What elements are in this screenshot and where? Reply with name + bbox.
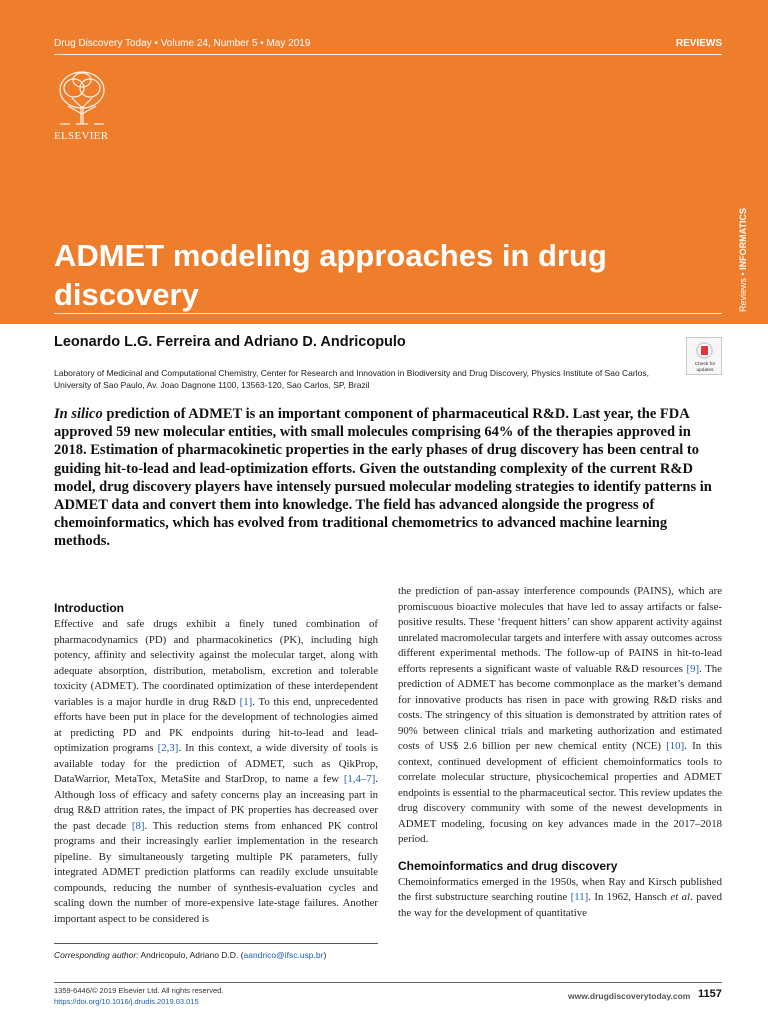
corresponding-label: Corresponding author: — [54, 950, 139, 960]
right-text-1: the prediction of pan-assay interference compounds (PAINS), which are promiscuous bioactive molecules that have led to assay artifacts or false-positive results. These ‘frequent hitters’ can show apparent activity against unrelated macromolecular targets and interfere with assay outcomes across different experimental methods. The follow-up of PAINS in hit-to-lead efforts represents a significant waste of valuable R&D resources — [398, 585, 722, 675]
footer-rule — [54, 982, 722, 983]
chemoinformatics-paragraph — [398, 875, 722, 922]
intro-paragraph — [54, 617, 378, 927]
issn-line: 1359-6446/© 2019 Elsevier Ltd. All rights reserved. — [54, 986, 224, 995]
copyright-block — [54, 986, 223, 1007]
intro-text-4: . Although loss of efficacy and safety concerns play an increasing part in drug R&D attrition rates, the impact of PK properties has decreased over the past decade — [54, 773, 378, 832]
right-paragraph — [398, 584, 722, 848]
check-for-updates-button[interactable] — [686, 337, 722, 375]
article-title: ADMET modeling approaches in drug discovery — [54, 238, 607, 312]
header-rule-top — [54, 54, 722, 55]
side-prefix: Reviews • — [738, 269, 748, 312]
citation-link[interactable]: [9] — [686, 662, 700, 675]
section-tag: REVIEWS — [675, 38, 722, 49]
intro-heading: Introduction — [54, 601, 124, 615]
corresponding-close: ) — [323, 950, 327, 960]
citation-link[interactable]: [8] — [131, 819, 145, 832]
chem-text-2: . In 1962, Hansch — [588, 891, 671, 903]
chem-italic: et al — [670, 891, 691, 903]
chem-text-3: . paved the way for the development of quantitative — [398, 891, 722, 919]
left-column — [54, 600, 378, 927]
side-section: INFORMATICS — [738, 208, 748, 270]
citation-link[interactable]: [10] — [666, 740, 685, 752]
chemoinformatics-heading: Chemoinformatics and drug discovery — [398, 858, 618, 873]
intro-text-5: . This reduction stems from enhanced PK control programs and their increasingly earlier implementation in the research pipeline. By simultaneously targeting multiple PK parameters, fully integrated ADMET prediction platforms can readily exclude unsuitable compounds, reducing the number of synthesis-evaluation cycles and scaling down the number of more-expensive late-stage failures. Another important aspect to be considered is — [54, 819, 378, 925]
page-number: 1157 — [698, 988, 722, 1000]
citation-link[interactable]: [1,4–7] — [343, 773, 376, 785]
bookmark-icon — [701, 346, 708, 355]
citation-link[interactable]: [1] — [239, 695, 253, 708]
intro-text-2: . To this end, unprecedented efforts have been put in place for the development of technologies aimed at predicting PD and PK endpoints during hit-to-lead and lead-optimization programs — [54, 695, 378, 754]
abstract-text: prediction of ADMET is an important component of pharmaceutical R&D. Last year, the FDA approved 59 new molecular entities, with small molecules comprising 64% of the therapies approved in 2018. Estimation of pharmacokinetic properties in the early phases of drug discovery has been central to guiding hit-to-lead and lead-optimization efforts. Given the outstanding complexity of the current R&D model, drug discovery players have intensely pursued molecular modeling strategies to identify patterns in ADMET data and convert them into knowledge. The field has advanced alongside the progress of chemoinformatics, which has evolved from traditional chemometrics to advanced machine learning methods. — [54, 406, 712, 550]
email-link[interactable]: aandrico@ifsc.usp.br — [243, 950, 324, 960]
right-text-3: . In this context, continued development of efficient chemoinformatics tools to correlate molecular structure, physicochemical properties and ADMET endpoints is essential to the pharmaceutical sector. This review updates the drug discovery community with some of the newest developments in ADMET modeling, focusing on key advances made in the 2017–2018 period. — [398, 740, 722, 845]
footnote-rule — [54, 943, 378, 944]
authors: Leonardo L.G. Ferreira and Adriano D. Andricopulo — [54, 334, 406, 350]
intro-text-1: Effective and safe drugs exhibit a finely tuned combination of pharmacodynamics (PD) and pharmacokinetics (PK), including high potency, affinity and selectivity against the molecular target, along with adequate absorption, distribution, metabolism, excretion and tolerable toxicity (ADMET). The coordinated optimization of these interdependent variables is a major hurdle in drug R&D — [54, 618, 378, 708]
right-text-2: . The prediction of ADMET has become commonplace as the market’s demand for innovative products has risen in pace with growing R&D risks and costs. The stringency of this situation is demonstrated by attrition rates of 90% between clinical trials and marketing authorization and estimated costs of US$ 2.6 billion per new chemical entity (NCE) — [398, 662, 722, 752]
citation-link[interactable]: [11] — [570, 891, 589, 903]
website-link[interactable]: www.drugdiscoverytoday.com — [568, 991, 691, 1001]
right-column — [398, 584, 722, 921]
publisher-name: ELSEVIER — [54, 130, 109, 142]
check-updates-label: Check for updates — [694, 362, 716, 373]
journal-line: Drug Discovery Today • Volume 24, Number 5 • May 2019 — [54, 38, 311, 49]
citation-link[interactable]: [2,3] — [157, 742, 179, 754]
intro-text-3: . In this context, a wide diversity of tools is available today for the prediction of ADMET, such as QikProp, DataWarrior, MetaTox, MetaSite and StarDrop, to name a few — [54, 742, 378, 785]
abstract — [54, 405, 720, 551]
affiliation: Laboratory of Medicinal and Computational Chemistry, Center for Research and Innovation in Biodiversity and Drug Discovery, Physics Institute of Sao Carlos, University of Sao Paulo, Av. Joao Dagnone 1100, 13563-120, Sao Carlos, SP, Brazil — [54, 368, 649, 390]
side-section-label — [738, 192, 748, 312]
corresponding-name: Andricopulo, Adriano D.D. ( — [138, 950, 244, 960]
chem-text-1: Chemoinformatics emerged in the 1950s, when Ray and Kirsch published the first substructure searching routine — [398, 875, 722, 903]
corresponding-author-note — [54, 950, 326, 960]
doi-link[interactable]: https://doi.org/10.1016/j.drudis.2019.03.015 — [54, 996, 199, 1006]
abstract-italic-lead: In silico — [54, 406, 103, 422]
